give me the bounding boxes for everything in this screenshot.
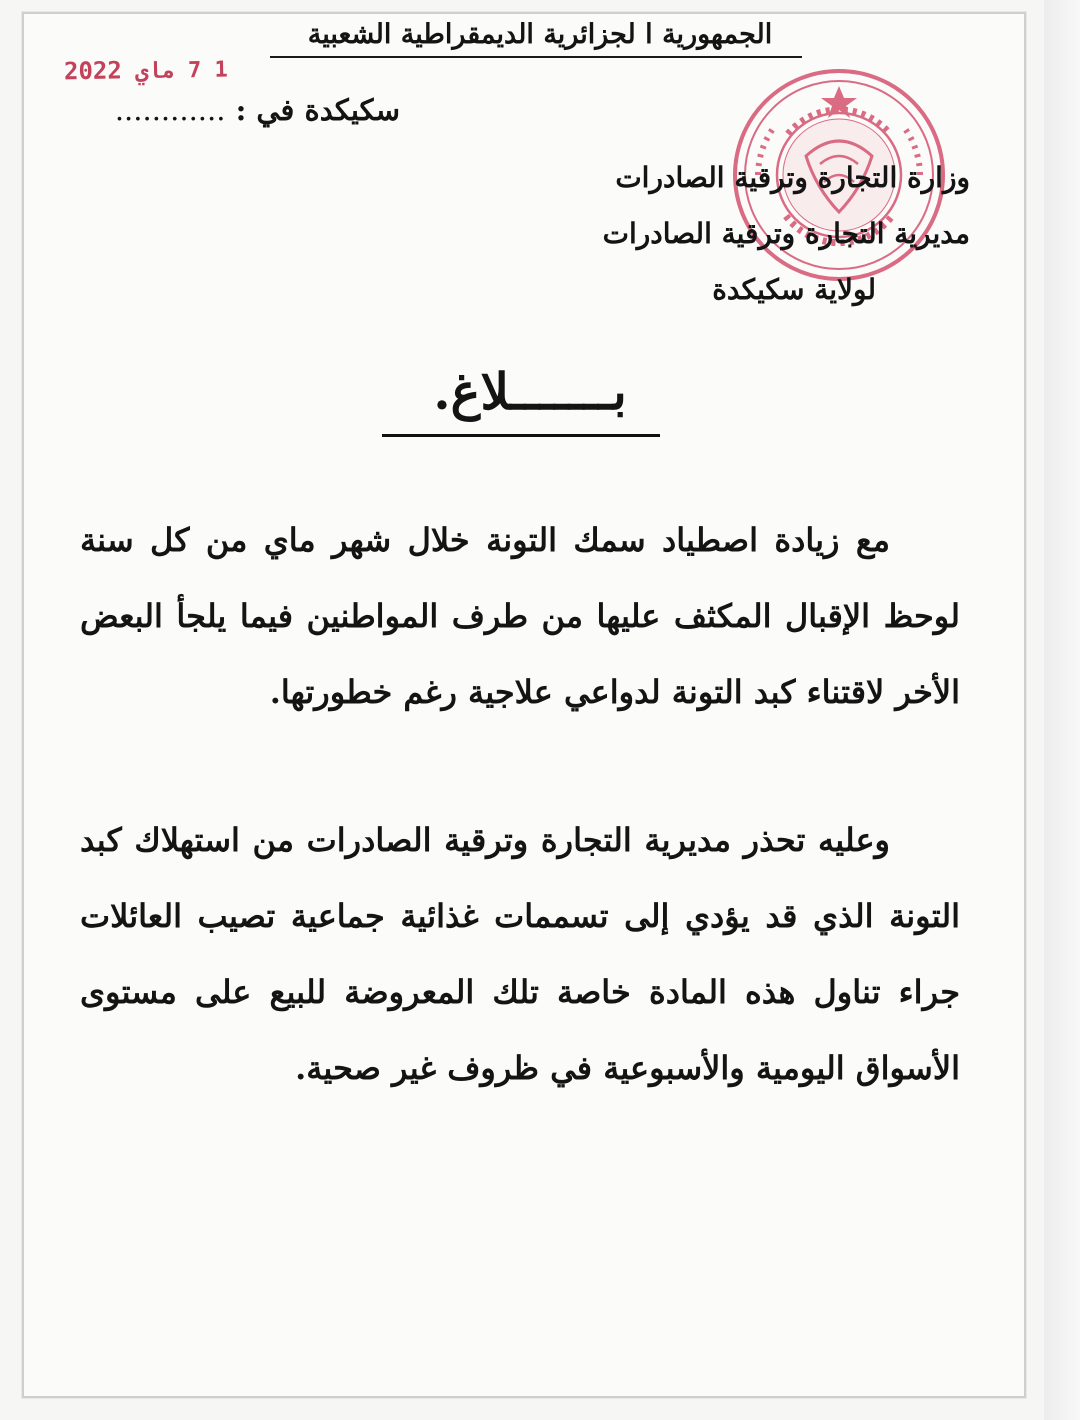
scan-edge (1044, 0, 1080, 1420)
issuer-block (480, 150, 970, 318)
date-stamp-month: ماي (134, 58, 176, 85)
republic-header: الجمهورية ا لجزائرية الديمقراطية الشعبية (307, 19, 773, 50)
place-label: سكيكدة في : (235, 93, 400, 127)
title-underline (382, 434, 660, 437)
place-date-line (100, 86, 400, 134)
date-stamp-day: 1 7 (187, 57, 229, 84)
directorate-line: مديرية التجارة وترقية الصادرات (602, 217, 970, 250)
notice-title: بـــــــلاغ. (433, 362, 627, 421)
ministry-line: وزارة التجارة وترقية الصادرات (615, 161, 970, 194)
place-dots: ............ (114, 93, 226, 127)
date-stamp-year: 2022 (63, 56, 123, 86)
date-stamp (64, 55, 228, 86)
header-underline (270, 56, 802, 58)
province-line: لولاية سكيكدة (712, 273, 876, 306)
body-paragraph-2: وعليه تحذر مديرية التجارة وترقية الصادرات من استهلاك كبد التونة الذي قد يؤدي إلى تسممات غذائية جماعية تصيب العائلات جراء تناول هذه المادة خاصة تلك المعروضة للبيع على مستوى الأسواق اليومية والأسبوعية في ظروف غير صحية. (80, 821, 960, 1087)
body-paragraph-1: مع زيادة اصطياد سمك التونة خلال شهر ماي من كل سنة لوحظ الإقبال المكثف عليها من طرف المواطنين فيما يلجأ البعض الأخر لاقتناء كبد التونة لدواعي علاجية رغم خطورتها. (80, 521, 960, 711)
